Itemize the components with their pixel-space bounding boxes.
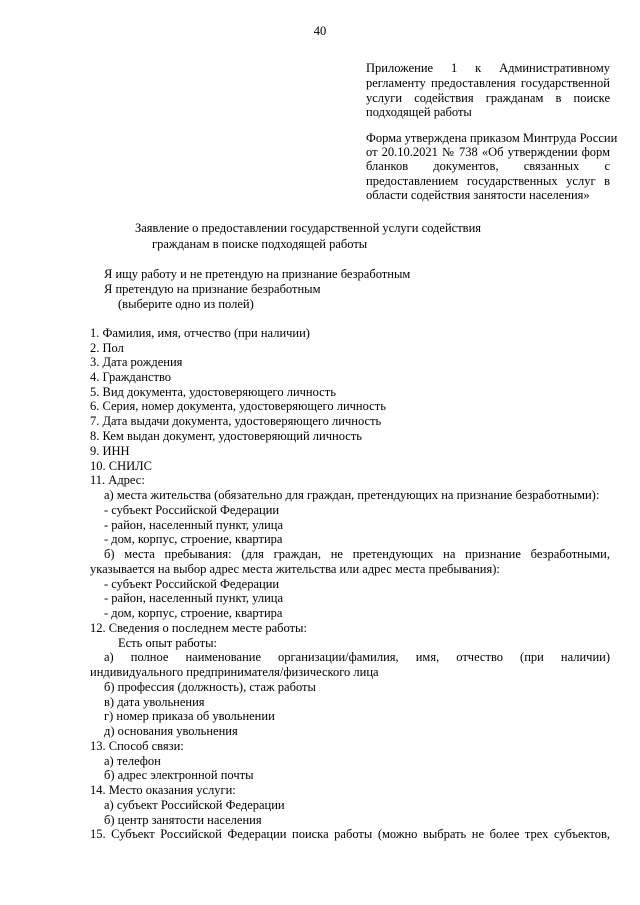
item-11a-region: - субъект Российской Федерации	[104, 503, 280, 517]
form-note-line-2: от 20.10.2021 № 738 «Об утверждении форм	[366, 145, 610, 159]
form-note-line-5: области содействия занятости населения»	[366, 188, 590, 202]
form-note-line-1: Форма утверждена приказом Минтруда России	[366, 131, 618, 145]
item-15: 15. Субъект Российской Федерации поиска работы (можно выбрать не более трех субъектов,	[90, 827, 610, 841]
item-12c: в) дата увольнения	[104, 695, 205, 709]
item-7: 7. Дата выдачи документа, удостоверяющего личность	[90, 414, 382, 428]
form-note-line-4: предоставлением государственных услуг в	[366, 174, 610, 188]
item-14a: а) субъект Российской Федерации	[104, 798, 285, 812]
item-11a-house: - дом, корпус, строение, квартира	[104, 532, 283, 546]
form-title-line-1: Заявление о предоставлении государственной услуги содействия	[135, 221, 482, 235]
option-not-unemployed[interactable]: Я ищу работу и не претендую на признание безработным	[104, 267, 411, 281]
item-14b: б) центр занятости населения	[104, 813, 262, 827]
item-12b: б) профессия (должность), стаж работы	[104, 680, 316, 694]
item-12e: д) основания увольнения	[104, 724, 238, 738]
item-11a: а) места жительства (обязательно для граждан, претендующих на признание безработными):	[104, 488, 600, 502]
item-12a-line-1: а) полное наименование организации/фамилия, имя, отчество (при наличии)	[104, 650, 610, 664]
appendix-line-2: регламенту предоставления государственной	[366, 76, 610, 90]
item-3: 3. Дата рождения	[90, 355, 183, 369]
item-14: 14. Место оказания услуги:	[90, 783, 236, 797]
item-4: 4. Гражданство	[90, 370, 172, 384]
page-number: 40	[313, 24, 327, 38]
appendix-line-1: Приложение 1 к Административному	[366, 61, 610, 75]
item-12d: г) номер приказа об увольнении	[104, 709, 275, 723]
item-12a-line-2: индивидуального предпринимателя/физического лица	[90, 665, 379, 679]
item-13b: б) адрес электронной почты	[104, 768, 254, 782]
item-6: 6. Серия, номер документа, удостоверяющего личность	[90, 399, 386, 413]
item-2: 2. Пол	[90, 341, 124, 355]
form-title-line-2: гражданам в поиске подходящей работы	[152, 237, 368, 251]
appendix-line-4: подходящей работы	[366, 105, 472, 119]
item-11b-locality: - район, населенный пункт, улица	[104, 591, 284, 605]
item-10: 10. СНИЛС	[90, 459, 152, 473]
item-11b-region: - субъект Российской Федерации	[104, 577, 280, 591]
item-11: 11. Адрес:	[90, 473, 145, 487]
item-13a: а) телефон	[104, 754, 161, 768]
item-5: 5. Вид документа, удостоверяющего личность	[90, 385, 336, 399]
item-1: 1. Фамилия, имя, отчество (при наличии)	[90, 326, 310, 340]
item-9: 9. ИНН	[90, 444, 130, 458]
item-11b-house: - дом, корпус, строение, квартира	[104, 606, 283, 620]
item-11a-locality: - район, населенный пункт, улица	[104, 518, 284, 532]
option-unemployed[interactable]: Я претендую на признание безработным	[104, 282, 321, 296]
item-13: 13. Способ связи:	[90, 739, 184, 753]
item-8: 8. Кем выдан документ, удостоверяющий личность	[90, 429, 362, 443]
option-hint: (выберите одно из полей)	[118, 297, 254, 311]
form-note-line-3: бланков документов, связанных с	[366, 159, 610, 173]
item-11b-line-2: указывается на выбор адрес места жительства или адрес места пребывания):	[90, 562, 500, 576]
item-11b-line-1: б) места пребывания: (для граждан, не претендующих на признание безработными,	[104, 547, 610, 561]
item-12: 12. Сведения о последнем месте работы:	[90, 621, 307, 635]
appendix-line-3: услуги содействия гражданам в поиске	[366, 91, 610, 105]
item-12-experience: Есть опыт работы:	[118, 636, 217, 650]
